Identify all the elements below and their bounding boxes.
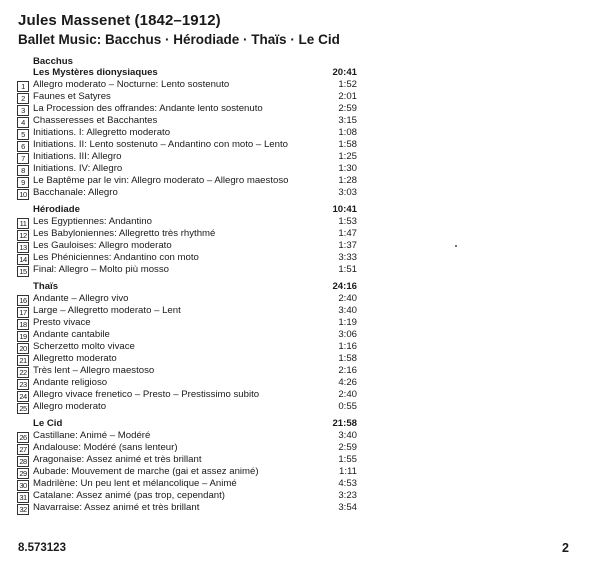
track-row	[17, 240, 357, 252]
track-duration: 1:58	[338, 139, 357, 150]
track-number-box: 30	[17, 480, 29, 491]
track-number-box: 15	[17, 266, 29, 277]
track-title: Initiations. II: Lento sostenuto – Andantino con moto – Lento	[33, 139, 288, 150]
track-number-box: 10	[17, 189, 29, 200]
track-duration: 1:47	[338, 228, 357, 239]
track-title: Le Baptême par le vin: Allegro moderato – Allegro maestoso	[33, 175, 289, 186]
track-number-box: 12	[17, 230, 29, 241]
section-heading	[17, 281, 357, 293]
track-number-box: 29	[17, 468, 29, 479]
track-title: Initiations. I: Allegretto moderato	[33, 127, 171, 138]
print-speck	[455, 245, 457, 247]
track-number-box: 14	[17, 254, 29, 265]
track-number-box: 20	[17, 343, 29, 354]
section-total-time: 20:41	[332, 67, 357, 78]
track-number-box: 28	[17, 456, 29, 467]
track-title: Allegro vivace frenetico – Presto – Prestissimo subito	[33, 389, 260, 400]
track-row	[17, 187, 357, 199]
track-row	[17, 478, 357, 490]
track-row	[17, 163, 357, 175]
track-duration: 1:53	[338, 216, 357, 227]
track-number-box: 25	[17, 403, 29, 414]
track-row	[17, 490, 357, 502]
track-duration: 2:40	[338, 293, 357, 304]
section-heading	[17, 418, 357, 430]
track-row	[17, 454, 357, 466]
track-title: Faunes et Satyres	[33, 91, 111, 102]
track-duration: 4:53	[338, 478, 357, 489]
section-name: Thaïs	[33, 281, 59, 292]
page-number: 2	[562, 541, 569, 555]
section-work-title	[17, 67, 357, 79]
track-number-box: 27	[17, 444, 29, 455]
track-duration: 3:40	[338, 430, 357, 441]
track-title: Les Gauloises: Allegro moderato	[33, 240, 172, 251]
track-duration: 2:16	[338, 365, 357, 376]
track-number-box: 7	[17, 153, 29, 164]
track-duration: 1:08	[338, 127, 357, 138]
track-title: Andante – Allegro vivo	[33, 293, 129, 304]
track-title: Allegro moderato	[33, 401, 107, 412]
track-list	[17, 56, 357, 514]
track-row	[17, 317, 357, 329]
track-row	[17, 139, 357, 151]
track-duration: 3:23	[338, 490, 357, 501]
track-number-box: 26	[17, 432, 29, 443]
track-title: Allegretto moderato	[33, 353, 117, 364]
track-number-box: 2	[17, 93, 29, 104]
track-title: Final: Allegro – Molto più mosso	[33, 264, 169, 275]
track-row	[17, 127, 357, 139]
track-title: Aubade: Mouvement de marche (gai et assez animé)	[33, 466, 259, 477]
section-heading	[17, 204, 357, 216]
section-name: Hérodiade	[33, 204, 80, 215]
track-number-box: 24	[17, 391, 29, 402]
track-row	[17, 389, 357, 401]
section-total-time: 21:58	[332, 418, 357, 429]
track-row	[17, 151, 357, 163]
catalog-number: 8.573123	[18, 542, 66, 554]
work-name: Les Mystères dionysiaques	[33, 67, 158, 78]
track-title: Scherzetto molto vivace	[33, 341, 135, 352]
track-title: Andante religioso	[33, 377, 108, 388]
track-duration: 3:33	[338, 252, 357, 263]
track-duration: 3:06	[338, 329, 357, 340]
track-number-box: 3	[17, 105, 29, 116]
track-row	[17, 293, 357, 305]
track-row	[17, 264, 357, 276]
track-duration: 2:01	[338, 91, 357, 102]
track-duration: 3:15	[338, 115, 357, 126]
track-row	[17, 252, 357, 264]
track-number-box: 5	[17, 129, 29, 140]
track-row	[17, 228, 357, 240]
track-row	[17, 430, 357, 442]
track-duration: 2:59	[338, 442, 357, 453]
track-row	[17, 401, 357, 413]
track-row	[17, 466, 357, 478]
track-number-box: 22	[17, 367, 29, 378]
track-number-box: 18	[17, 319, 29, 330]
track-title: Large – Allegretto moderato – Lent	[33, 305, 181, 316]
track-row	[17, 115, 357, 127]
track-number-box: 16	[17, 295, 29, 306]
track-duration: 1:51	[338, 264, 357, 275]
track-title: Initiations. III: Allegro	[33, 151, 122, 162]
track-title: Andante cantabile	[33, 329, 110, 340]
section-total-time: 24:16	[332, 281, 357, 292]
track-number-box: 31	[17, 492, 29, 503]
track-number-box: 32	[17, 504, 29, 515]
track-duration: 3:54	[338, 502, 357, 513]
track-duration: 3:03	[338, 187, 357, 198]
track-title: Catalane: Assez animé (pas trop, cependant)	[33, 490, 225, 501]
album-title: Jules Massenet (1842–1912)	[18, 12, 221, 29]
track-number-box: 23	[17, 379, 29, 390]
track-row	[17, 79, 357, 91]
track-duration: 4:26	[338, 377, 357, 388]
track-duration: 1:58	[338, 353, 357, 364]
track-title: Navarraise: Assez animé et très brillant	[33, 502, 200, 513]
track-duration: 1:30	[338, 163, 357, 174]
track-number-box: 1	[17, 81, 29, 92]
track-number-box: 13	[17, 242, 29, 253]
track-duration: 1:11	[339, 466, 357, 477]
track-title: Chasseresses et Bacchantes	[33, 115, 158, 126]
track-number-box: 6	[17, 141, 29, 152]
track-row	[17, 353, 357, 365]
section-name: Bacchus	[33, 56, 73, 67]
track-row	[17, 442, 357, 454]
section-total-time: 10:41	[332, 204, 357, 215]
track-title: Castillane: Animé – Modéré	[33, 430, 151, 441]
album-subtitle: Ballet Music: Bacchus · Hérodiade · Thaïs · Le Cid	[18, 32, 340, 47]
track-duration: 2:59	[338, 103, 357, 114]
track-duration: 1:16	[338, 341, 357, 352]
track-title: Madrilène: Un peu lent et mélancolique – Animé	[33, 478, 237, 489]
track-title: Bacchanale: Allegro	[33, 187, 118, 198]
track-row	[17, 329, 357, 341]
track-row	[17, 502, 357, 514]
section-heading	[17, 56, 357, 67]
track-number-box: 19	[17, 331, 29, 342]
track-title: Andalouse: Modéré (sans lenteur)	[33, 442, 178, 453]
track-row	[17, 341, 357, 353]
track-title: Allegro moderato – Nocturne: Lento sostenuto	[33, 79, 230, 90]
track-number-box: 8	[17, 165, 29, 176]
track-duration: 0:55	[338, 401, 357, 412]
track-number-box: 9	[17, 177, 29, 188]
track-title: Les Babyloniennes: Allegretto très rhythmé	[33, 228, 216, 239]
track-duration: 3:40	[338, 305, 357, 316]
track-duration: 1:55	[338, 454, 357, 465]
track-row	[17, 377, 357, 389]
track-title: La Procession des offrandes: Andante lento sostenuto	[33, 103, 263, 114]
track-duration: 1:28	[338, 175, 357, 186]
track-row	[17, 216, 357, 228]
track-number-box: 4	[17, 117, 29, 128]
track-number-box: 11	[17, 218, 29, 229]
track-duration: 2:40	[338, 389, 357, 400]
track-title: Initiations. IV: Allegro	[33, 163, 123, 174]
track-duration: 1:52	[338, 79, 357, 90]
track-title: Les Phéniciennes: Andantino con moto	[33, 252, 199, 263]
track-title: Presto vivace	[33, 317, 91, 328]
track-row	[17, 365, 357, 377]
track-title: Aragonaise: Assez animé et très brillant	[33, 454, 202, 465]
track-number-box: 17	[17, 307, 29, 318]
track-duration: 1:25	[338, 151, 357, 162]
track-title: Les Egyptiennes: Andantino	[33, 216, 152, 227]
track-row	[17, 175, 357, 187]
section-name: Le Cid	[33, 418, 63, 429]
track-row	[17, 103, 357, 115]
track-duration: 1:37	[338, 240, 357, 251]
track-row	[17, 91, 357, 103]
track-title: Très lent – Allegro maestoso	[33, 365, 155, 376]
track-row	[17, 305, 357, 317]
track-number-box: 21	[17, 355, 29, 366]
track-duration: 1:19	[338, 317, 357, 328]
